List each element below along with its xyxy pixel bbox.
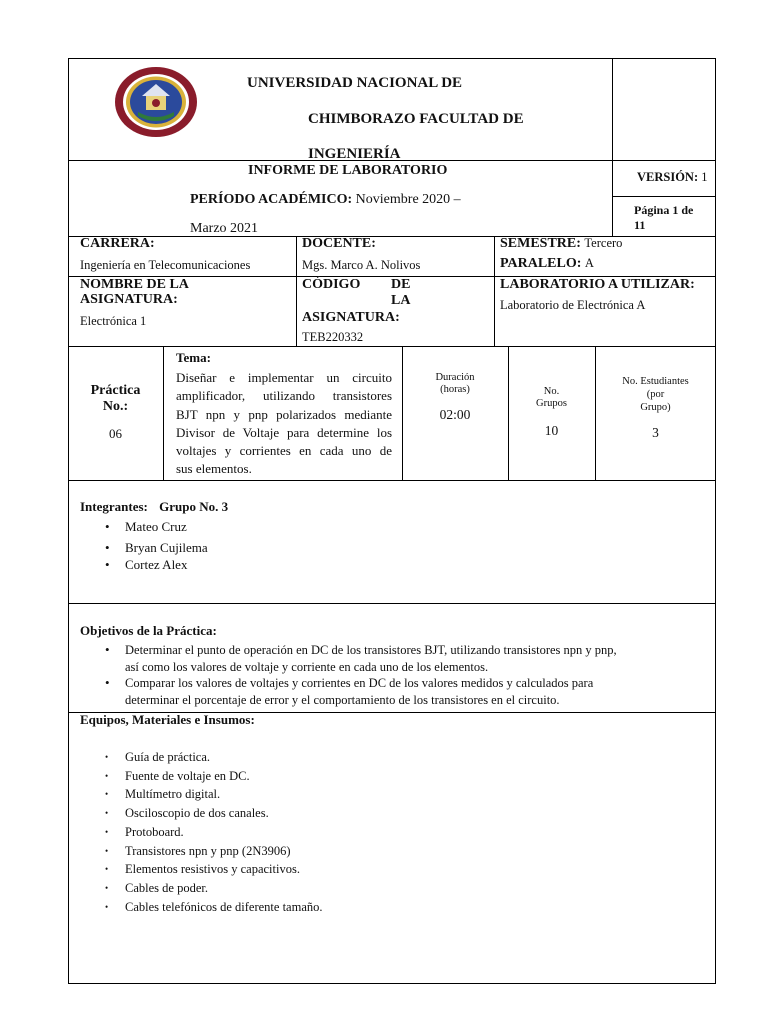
- version-label: VERSIÓN:: [637, 170, 699, 184]
- paralelo-value: A: [584, 256, 594, 270]
- grupos-label-line2: Grupos: [536, 398, 567, 409]
- page-number-line2: 11: [634, 218, 646, 232]
- practica-value: 06: [109, 426, 122, 441]
- university-name-line3: INGENIERÍA: [308, 146, 401, 162]
- duracion-label: [402, 372, 508, 396]
- objetivo-line: determinar el porcentaje de error y el comportamiento de los transistores en el circuito.: [125, 692, 560, 707]
- tema-label: Tema:: [176, 350, 211, 365]
- objetivos-heading: Objetivos de la Práctica:: [80, 623, 217, 638]
- version-box: [637, 170, 708, 185]
- duracion-value: 02:00: [439, 407, 471, 422]
- version-value: 1: [701, 170, 708, 184]
- tema-line: Divisor de Voltaje para determine los: [176, 424, 392, 440]
- page-number: [634, 203, 693, 233]
- list-item: • Cables telefónicos de diferente tamaño.: [125, 898, 323, 917]
- carrera-value: Ingeniería en Telecomunicaciones: [80, 258, 251, 272]
- list-item: • Bryan Cujilema: [125, 538, 208, 557]
- docente-value: Mgs. Marco A. Nolivos: [302, 258, 421, 272]
- paralelo-label: PARALELO:: [500, 256, 582, 271]
- tema-line: amplificador, utilizando transistores: [176, 388, 392, 404]
- codigo-word3: LA: [391, 293, 411, 308]
- tema-line: sus elementos.: [176, 461, 252, 477]
- divider-info-col1: [296, 236, 297, 346]
- objetivo-line: • Comparar los valores de voltajes y corrientes en DC de los valores medidos y calculados para: [125, 676, 594, 690]
- carrera-label: CARRERA:: [80, 236, 155, 251]
- page-number-line1: Página 1 de: [634, 203, 694, 217]
- divider-practice-col3: [508, 346, 509, 480]
- period-value: Noviembre 2020 –: [355, 192, 461, 207]
- codigo-word2: DE: [391, 277, 411, 292]
- grupos-label-line1: No.: [543, 386, 560, 397]
- list-item: • Cortez Alex: [125, 555, 208, 574]
- list-item: • Fuente de voltaje en DC.: [125, 767, 323, 786]
- list-item: • Elementos resistivos y capacitivos.: [125, 860, 323, 879]
- practica-label: [68, 383, 163, 415]
- estudiantes-label-line3: Grupo): [640, 402, 671, 413]
- university-name-line2: CHIMBORAZO FACULTAD DE: [308, 111, 524, 127]
- grupos-label: [508, 386, 595, 410]
- tema-text: [176, 369, 392, 479]
- list-item: [125, 675, 705, 708]
- integrantes-heading: [80, 499, 228, 515]
- practica-label-line2: No.:: [102, 399, 129, 414]
- integrantes-label: Integrantes:: [80, 499, 148, 514]
- divider-info-col2: [494, 236, 495, 346]
- list-item: • Osciloscopio de dos canales.: [125, 804, 323, 823]
- equipos-list: [125, 748, 323, 916]
- objetivos-list: [125, 642, 705, 708]
- semestre-value: Tercero: [584, 236, 623, 250]
- estudiantes-label-line1: No. Estudiantes: [622, 376, 689, 387]
- laboratorio-value: Laboratorio de Electrónica A: [500, 298, 646, 312]
- estudiantes-value: 3: [652, 425, 659, 440]
- objetivo-line: así como los valores de voltaje y corriente en cada uno de los elementos.: [125, 659, 489, 674]
- estudiantes-label-line2: (por: [646, 389, 665, 400]
- divider-version-col: [612, 58, 613, 236]
- practica-label-line1: Práctica: [90, 383, 141, 398]
- list-item: • Transistores npn y pnp (2N3906): [125, 842, 323, 861]
- tema-line: voltajes y corrientes en cada uno de: [176, 443, 392, 459]
- list-item: • Mateo Cruz: [125, 517, 208, 536]
- divider-version: [612, 196, 716, 197]
- objetivo-line: • Determinar el punto de operación en DC de los transistores BJT, utilizando transistores npn y pnp,: [125, 643, 617, 657]
- duracion-label-line2: (horas): [440, 384, 470, 395]
- asignatura-label-line1: NOMBRE DE LA: [80, 277, 189, 292]
- asignatura-label: [80, 277, 189, 307]
- list-item: • Multímetro digital.: [125, 785, 323, 804]
- divider-practice-bottom: [68, 480, 716, 481]
- divider-practice-top: [68, 346, 716, 347]
- group-number: Grupo No. 3: [159, 499, 229, 514]
- equipos-heading: Equipos, Materiales e Insumos:: [80, 712, 255, 727]
- estudiantes-label: [595, 375, 716, 414]
- codigo-value: TEB220332: [302, 330, 364, 344]
- semestre-label: SEMESTRE:: [500, 236, 581, 251]
- list-item: • Guía de práctica.: [125, 748, 323, 767]
- integrantes-list: [125, 517, 208, 574]
- paralelo: [500, 256, 594, 272]
- tema-line: BJT npn y pnp polarizados mediante: [176, 406, 392, 422]
- academic-period: [190, 192, 461, 208]
- report-title: INFORME DE LABORATORIO: [248, 163, 448, 178]
- period-value-continued: Marzo 2021: [190, 221, 259, 236]
- university-name-line1: UNIVERSIDAD NACIONAL DE: [247, 75, 463, 91]
- list-item: • Cables de poder.: [125, 879, 323, 898]
- university-seal-logo: [114, 66, 198, 138]
- asignatura-label-line2: ASIGNATURA:: [80, 292, 178, 307]
- codigo-word4: ASIGNATURA:: [302, 310, 400, 325]
- list-item: [125, 642, 705, 675]
- laboratorio-label: LABORATORIO A UTILIZAR:: [500, 277, 695, 292]
- docente-label: DOCENTE:: [302, 236, 376, 251]
- grupos-value: 10: [544, 423, 559, 438]
- tema-line: Diseñar e implementar un circuito: [176, 370, 392, 385]
- period-label: PERÍODO ACADÉMICO:: [190, 192, 353, 207]
- semestre: [500, 236, 622, 252]
- divider-practice-col1: [163, 346, 164, 480]
- duracion-label-line1: Duración: [435, 372, 475, 383]
- codigo-word1: CÓDIGO: [302, 277, 361, 292]
- asignatura-value: Electrónica 1: [80, 314, 147, 328]
- list-item: • Protoboard.: [125, 823, 323, 842]
- divider-integrantes: [68, 603, 716, 604]
